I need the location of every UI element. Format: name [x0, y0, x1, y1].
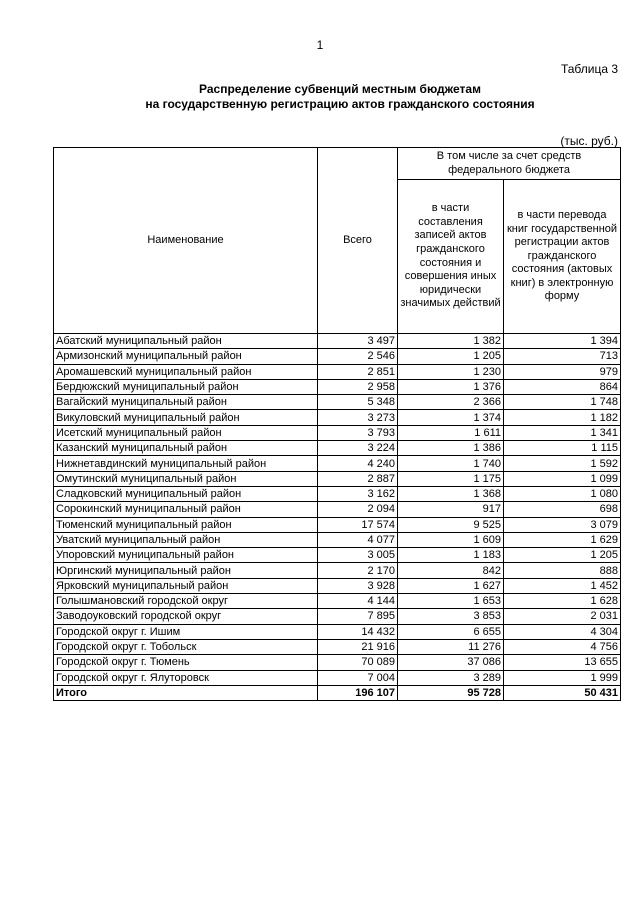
table-row [54, 670, 621, 685]
table-row [54, 639, 621, 654]
table-row [54, 502, 621, 517]
cell-name: Заводоуковский городской округ [54, 609, 318, 624]
cell-books: 4 304 [504, 624, 621, 639]
cell-total: 2 958 [318, 379, 398, 394]
table-row [54, 578, 621, 593]
cell-total: 3 162 [318, 486, 398, 501]
cell-name: Абатский муниципальный район [54, 334, 318, 349]
cell-acts: 3 853 [398, 609, 504, 624]
table-row [54, 548, 621, 563]
cell-books: 4 756 [504, 639, 621, 654]
cell-acts: 1 627 [398, 578, 504, 593]
cell-total: 3 928 [318, 578, 398, 593]
cell-name: Юргинский муниципальный район [54, 563, 318, 578]
cell-name: Упоровский муниципальный район [54, 548, 318, 563]
header-total: Всего [318, 148, 398, 334]
cell-total: 2 170 [318, 563, 398, 578]
table-row [54, 486, 621, 501]
cell-name: Нижнетавдинский муниципальный район [54, 456, 318, 471]
cell-name: Аромашевский муниципальный район [54, 364, 318, 379]
cell-total: 3 273 [318, 410, 398, 425]
cell-name: Ярковский муниципальный район [54, 578, 318, 593]
cell-total: 3 497 [318, 334, 398, 349]
cell-acts: 37 086 [398, 655, 504, 670]
cell-name: Исетский муниципальный район [54, 425, 318, 440]
cell-acts: 6 655 [398, 624, 504, 639]
table-row [54, 395, 621, 410]
table-row [54, 425, 621, 440]
cell-books: 979 [504, 364, 621, 379]
header-federal-group: В том числе за счет средств федерального бюджета [398, 148, 621, 180]
cell-name: Голышмановский городской округ [54, 594, 318, 609]
table-row [54, 532, 621, 547]
cell-name: Городской округ г. Тюмень [54, 655, 318, 670]
cell-acts: 9 525 [398, 517, 504, 532]
cell-name: Сорокинский муниципальный район [54, 502, 318, 517]
table-body [54, 334, 621, 701]
table-row [54, 609, 621, 624]
cell-books: 50 431 [504, 685, 621, 700]
cell-books: 1 629 [504, 532, 621, 547]
cell-acts: 1 386 [398, 441, 504, 456]
cell-acts: 1 374 [398, 410, 504, 425]
cell-total: 2 887 [318, 471, 398, 486]
cell-books: 1 341 [504, 425, 621, 440]
cell-name: Казанский муниципальный район [54, 441, 318, 456]
cell-total: 4 144 [318, 594, 398, 609]
cell-name: Уватский муниципальный район [54, 532, 318, 547]
table-row [54, 517, 621, 532]
cell-acts: 1 205 [398, 349, 504, 364]
cell-total: 14 432 [318, 624, 398, 639]
total-row [54, 685, 621, 700]
cell-books: 13 655 [504, 655, 621, 670]
cell-books: 1 182 [504, 410, 621, 425]
cell-acts: 917 [398, 502, 504, 517]
cell-acts: 1 376 [398, 379, 504, 394]
cell-total: 196 107 [318, 685, 398, 700]
subventions-table [53, 147, 621, 701]
cell-name: Сладковский муниципальный район [54, 486, 318, 501]
table-row [54, 334, 621, 349]
cell-total: 5 348 [318, 395, 398, 410]
cell-books: 1 394 [504, 334, 621, 349]
cell-acts: 842 [398, 563, 504, 578]
title-line-1: Распределение субвенций местным бюджетам [199, 82, 481, 96]
table-row [54, 624, 621, 639]
cell-name: Городской округ г. Ялуторовск [54, 670, 318, 685]
table-row [54, 456, 621, 471]
cell-acts: 2 366 [398, 395, 504, 410]
cell-acts: 11 276 [398, 639, 504, 654]
cell-acts: 95 728 [398, 685, 504, 700]
header-acts: в части составления записей актов гражданского состояния и совершения иных юридически значимых действий [398, 180, 504, 334]
cell-name: Омутинский муниципальный район [54, 471, 318, 486]
title-line-2: на государственную регистрацию актов гражданского состояния [145, 97, 535, 111]
cell-acts: 3 289 [398, 670, 504, 685]
cell-name: Тюменский муниципальный район [54, 517, 318, 532]
cell-books: 1 205 [504, 548, 621, 563]
header-name: Наименование [54, 148, 318, 334]
table-row [54, 563, 621, 578]
cell-acts: 1 653 [398, 594, 504, 609]
table-row [54, 379, 621, 394]
cell-total: 70 089 [318, 655, 398, 670]
table-row [54, 349, 621, 364]
cell-acts: 1 740 [398, 456, 504, 471]
cell-books: 1 748 [504, 395, 621, 410]
cell-books: 3 079 [504, 517, 621, 532]
cell-name: Вагайский муниципальный район [54, 395, 318, 410]
table-row [54, 655, 621, 670]
cell-total: 7 004 [318, 670, 398, 685]
cell-total: 3 793 [318, 425, 398, 440]
cell-acts: 1 175 [398, 471, 504, 486]
cell-total: 17 574 [318, 517, 398, 532]
cell-total: 2 851 [318, 364, 398, 379]
cell-total: 2 546 [318, 349, 398, 364]
cell-books: 2 031 [504, 609, 621, 624]
cell-acts: 1 609 [398, 532, 504, 547]
page-number: 1 [316, 38, 324, 52]
cell-acts: 1 183 [398, 548, 504, 563]
cell-total: 3 224 [318, 441, 398, 456]
table-row [54, 441, 621, 456]
cell-books: 888 [504, 563, 621, 578]
cell-books: 1 099 [504, 471, 621, 486]
cell-books: 713 [504, 349, 621, 364]
cell-acts: 1 230 [398, 364, 504, 379]
cell-books: 1 628 [504, 594, 621, 609]
cell-books: 1 115 [504, 441, 621, 456]
cell-total: 4 077 [318, 532, 398, 547]
cell-books: 698 [504, 502, 621, 517]
document-title [0, 82, 640, 112]
cell-name: Викуловский муниципальный район [54, 410, 318, 425]
cell-name: Городской округ г. Тобольск [54, 639, 318, 654]
cell-books: 864 [504, 379, 621, 394]
cell-total: 2 094 [318, 502, 398, 517]
table-row [54, 410, 621, 425]
cell-name: Бердюжский муниципальный район [54, 379, 318, 394]
table-number: Таблица 3 [560, 62, 618, 76]
cell-total: 21 916 [318, 639, 398, 654]
table-row [54, 364, 621, 379]
units-label: (тыс. руб.) [560, 134, 618, 148]
cell-name: Армизонский муниципальный район [54, 349, 318, 364]
cell-books: 1 999 [504, 670, 621, 685]
cell-total: 4 240 [318, 456, 398, 471]
cell-acts: 1 368 [398, 486, 504, 501]
cell-books: 1 452 [504, 578, 621, 593]
header-books: в части перевода книг государственной регистрации актов гражданского состояния (актовых книг) в электронную форму [504, 180, 621, 334]
cell-name: Городской округ г. Ишим [54, 624, 318, 639]
cell-acts: 1 382 [398, 334, 504, 349]
cell-books: 1 080 [504, 486, 621, 501]
table-row [54, 594, 621, 609]
cell-acts: 1 611 [398, 425, 504, 440]
cell-books: 1 592 [504, 456, 621, 471]
table-row [54, 471, 621, 486]
cell-total: 3 005 [318, 548, 398, 563]
cell-total: 7 895 [318, 609, 398, 624]
cell-name: Итого [54, 685, 318, 700]
